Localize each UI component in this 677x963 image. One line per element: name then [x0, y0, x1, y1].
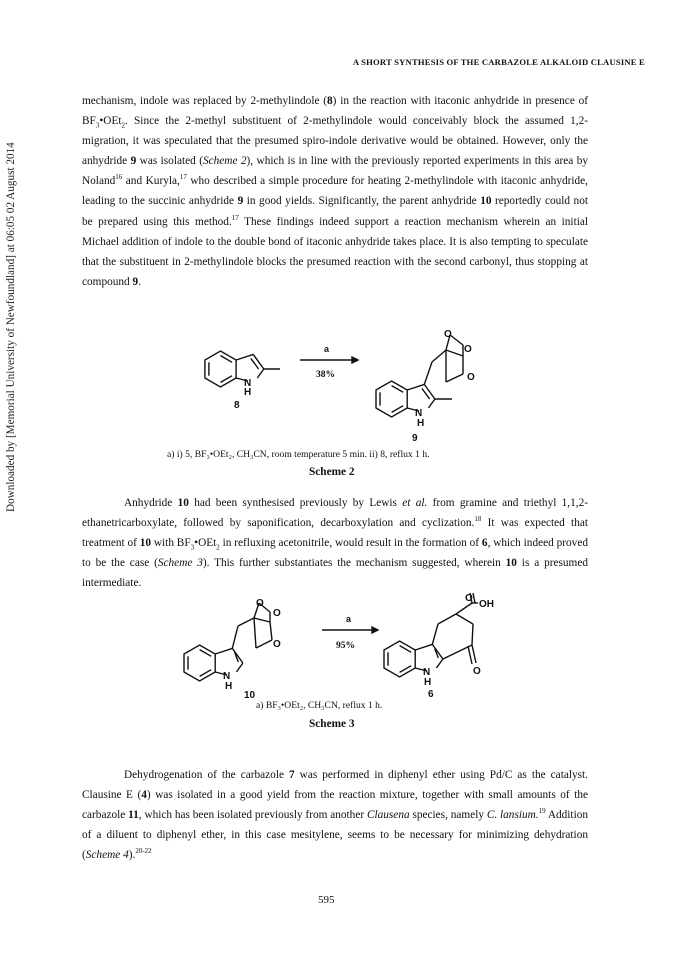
text: is a presumed intermediate. — [82, 557, 588, 590]
text: ). — [128, 849, 136, 862]
text: ), which is in line with the previously reported experiments in this area by Noland — [82, 155, 588, 188]
page-number: 595 — [318, 894, 335, 906]
text: . Since the 2-methyl substituent of 2-methylindole would conceivably block the assumed 1,2-migration, it was speculated that the presumed spiro-indole derivative would be obtained. However, only the anhydride — [82, 115, 588, 168]
atom-label: O — [473, 666, 481, 677]
atom-label: H — [225, 681, 233, 692]
text: species, namely — [409, 809, 487, 822]
atom-label: H — [424, 677, 432, 688]
paragraph-mechanism — [82, 91, 588, 292]
compound-label: 9 — [412, 433, 418, 444]
scheme-2-caption: a) i) 5, BF₃•OEt₂, CH₃CN, room temperature 5 min. ii) 8, reflux 1 h. — [167, 449, 430, 460]
scheme-3-caption: a) BF₃•OEt₂, CH₃CN, reflux 1 h. — [256, 700, 383, 711]
text: mechanism, indole was replaced by 2-methylindole ( — [82, 95, 328, 107]
citation: 19 — [538, 807, 546, 816]
text: in refluxing acetonitrile, would result in the formation of — [219, 537, 482, 550]
compound-ref: 9 — [237, 195, 244, 208]
reagent-label: a — [346, 614, 352, 624]
text: , which indeed proved to be the case ( — [82, 537, 588, 570]
subscript: 2 — [216, 543, 220, 552]
compound-ref: 10 — [505, 557, 517, 570]
atom-label: H — [417, 418, 425, 429]
atom-label: N — [244, 378, 252, 389]
text: Anhydride — [124, 497, 178, 509]
compound-ref: 6 — [481, 537, 488, 550]
text: and Kuryla, — [122, 175, 180, 188]
emphasis: et al. — [402, 497, 428, 509]
citation: 17 — [179, 173, 187, 182]
compound-ref: 11 — [128, 809, 139, 822]
scheme-2-labels — [0, 318, 677, 453]
atom-label: N — [415, 408, 423, 419]
compound-ref: 10 — [480, 195, 492, 208]
subscript: 3 — [95, 121, 100, 130]
download-watermark: Downloaded by [Memorial University of Newfoundland] at 06:05 02 August 2014 — [5, 142, 17, 512]
citation: 16 — [115, 173, 123, 182]
text: It was expected that treatment of — [82, 517, 588, 550]
text: ) was isolated in a good yield from the reaction mixture, together with small amounts of the carbazole — [82, 789, 588, 822]
compound-label: 10 — [244, 690, 256, 701]
compound-ref: 10 — [139, 537, 152, 550]
text: , which has been isolated previously from another — [138, 809, 367, 822]
text: •OEt — [99, 115, 122, 128]
emphasis: Clausena — [366, 809, 410, 822]
compound-ref: 9 — [130, 155, 137, 168]
compound-ref: 9 — [132, 275, 139, 288]
yield-label: 95% — [336, 641, 355, 651]
text: from gramine and triethyl 1,1,2-ethanetricarboxylate, followed by saponification, decarboxylation and cyclization. — [82, 497, 589, 530]
text: Dehydrogenation of the carbazole — [124, 769, 289, 781]
text: was isolated ( — [136, 155, 203, 168]
yield-label: 38% — [316, 370, 335, 380]
atom-label: O — [464, 344, 472, 355]
atom-label: O — [444, 329, 452, 340]
citation: 20-22 — [135, 847, 152, 856]
text: with BF — [151, 537, 191, 550]
compound-ref: 10 — [177, 497, 189, 509]
atom-label: O — [256, 598, 264, 609]
subscript: 2 — [121, 121, 125, 130]
scheme-ref: Scheme 3 — [157, 557, 203, 570]
compound-label: 8 — [234, 400, 240, 411]
citation: 18 — [474, 515, 482, 524]
compound-ref: 7 — [289, 769, 295, 781]
atom-label: N — [223, 671, 231, 682]
atom-label: H — [244, 387, 252, 398]
text: reportedly could not be prepared using this method. — [82, 195, 588, 228]
atom-label: O — [273, 639, 281, 650]
compound-ref: 4 — [141, 789, 147, 802]
text: •OEt — [194, 537, 217, 550]
text: who described a simple procedure for heating 2-methylindole with itaconic anhydride, leading to the succinic anhydride — [82, 175, 589, 208]
citation: 17 — [231, 213, 239, 222]
paragraph-anhydride — [82, 493, 588, 593]
scheme-ref: Scheme 4 — [85, 849, 129, 862]
text: ). This further substantiates the mechanism suggested, wherein — [202, 557, 506, 570]
atom-label: N — [423, 667, 431, 678]
text: These findings indeed support a reaction mechanism wherein an initial Michael addition of indole to the double bond of itaconic anhydride takes place. It is also tempting to speculate that the substituent in 2-methylindole blocks the presumed reaction with the second carbonyl, thus stopping at compound — [82, 215, 588, 288]
scheme-3-title: Scheme 3 — [309, 718, 355, 730]
atom-label: O — [467, 372, 475, 383]
compound-ref: 8 — [327, 95, 333, 107]
running-head: A SHORT SYNTHESIS OF THE CARBAZOLE ALKALOID CLAUSINE E — [352, 57, 645, 67]
atom-label: O — [273, 608, 281, 619]
atom-label: OH — [479, 599, 494, 610]
scheme-ref: Scheme 2 — [202, 155, 247, 168]
reagent-label: a — [324, 344, 330, 354]
emphasis: C. lansium. — [486, 809, 539, 822]
paragraph-dehydrogenation — [82, 765, 588, 865]
scheme-2-title: Scheme 2 — [309, 466, 355, 478]
text: was performed in diphenyl ether using Pd/C as the catalyst. Clausine E ( — [82, 769, 588, 802]
text: Addition of a diluent to diphenyl ether, in this case mesitylene, seems to be necessary for minimizing dehydration ( — [82, 809, 589, 862]
text: in good yields. Significantly, the parent anhydride — [243, 195, 481, 208]
compound-label: 6 — [428, 689, 434, 700]
text: ) in the reaction with itaconic anhydride in presence of BF — [82, 95, 589, 128]
subscript: 3 — [190, 543, 195, 552]
text: . — [138, 275, 142, 288]
text: had been synthesised previously by Lewis — [188, 497, 403, 509]
atom-label: O — [465, 593, 473, 604]
